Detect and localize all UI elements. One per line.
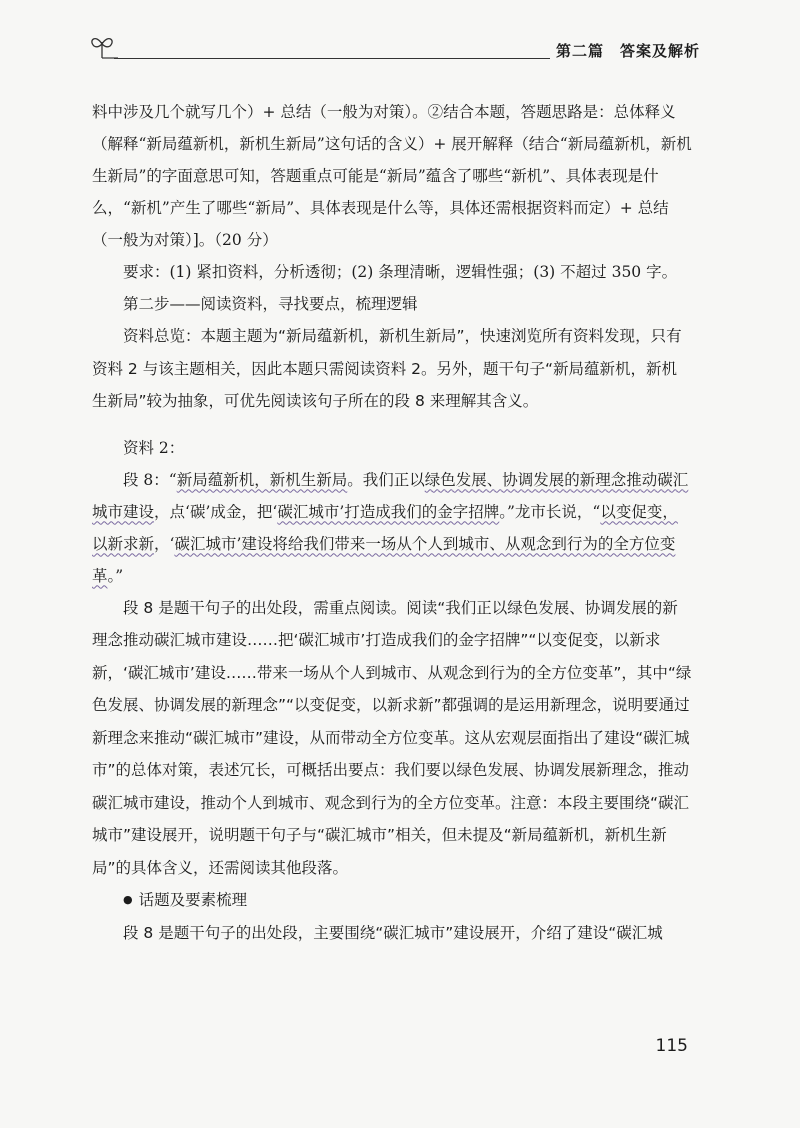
page-number: 115 (655, 1036, 688, 1056)
step-heading: 第二步——阅读资料，寻找要点，梳理逻辑 (123, 295, 418, 313)
paragraph-answer-approach: 料中涉及几个就写几个）+ 总结（一般为对策）。②结合本题，答题思路是：总体释义（解释“新局蕴新机，新机生新局”这句话的含义）+ 展开解释（结合“新局蕴新机，新机生新局”的字面意思可知，答题重点可能是“新局”蕴含了哪些“新机”、具体表现是什么，“新机”产生了哪些“新局”、具体表现是什么等，具体还需根据资料而定）+ 总结（一般为对策）]。（20 分） (92, 103, 692, 249)
paragraph-analysis: 段 8 是题干句子的出处段，需重点阅读。阅读“我们正以绿色发展、协调发展的新理念推动碳汇城市建设……把‘碳汇城市’打造成我们的金字招牌”“以变促变，以新求新，‘碳汇城市’建设……带来一场从个人到城市、从观念到行为的全方位变革”，其中“绿色发展、协调发展的新理念”“以变促变，以新求新”都强调的是运用新理念，说明要通过新理念来推动“碳汇城市”建设，从而带动全方位变革。这从宏观层面指出了建设“碳汇城市”的总体对策，表述冗长，可概括出要点：我们要以绿色发展、协调发展新理念，推动碳汇城市建设，推动个人到城市、观念到行为的全方位变革。注意：本段主要围绕“碳汇城市”建设展开，说明题干句子与“碳汇城市”相关，但未提及“新局蕴新机，新机生新局”的具体含义，还需阅读其他段落。 (92, 598, 692, 877)
underlined-quote: 新局蕴新机，新机生新局 (176, 470, 348, 489)
underlined-quote: 以变促变，以新求新 (92, 502, 678, 553)
underlined-quote: 绿色发展、协调发展的新理念推动碳汇城市建设 (92, 470, 689, 521)
sprout-icon (88, 30, 118, 66)
paragraph-topic-summary: 段 8 是题干句子的出处段，主要围绕“碳汇城市”建设展开，介绍了建设“碳汇城 (123, 923, 663, 942)
header-rule (114, 58, 550, 59)
material-label: 资料 2： (123, 438, 185, 457)
section-title: 第二篇 答案及解析 (555, 42, 700, 60)
page-header (88, 30, 700, 66)
paragraph-requirements: 要求：(1) 紧扣资料，分析透彻；(2) 条理清晰，逻辑性强；(3) 不超过 350 字。 (123, 263, 678, 281)
subheading-topic-elements: ● 话题及要素梳理 (92, 884, 692, 917)
paragraph-material-overview: 资料总览：本题主题为“新局蕴新机，新机生新局”，快速浏览所有资料发现，只有资料 2 与该主题相关，因此本题只需阅读资料 2。另外，题干句子“新局蕴新机，新机生新局”较为抽象，可优先阅读该句子所在的段 8 来理解其含义。 (92, 327, 682, 410)
page-content (92, 96, 692, 949)
underlined-quote: 碳汇城市’打造成我们的金字招牌 (277, 502, 500, 521)
underlined-quote: 碳汇城市’建设将给我们带来一场从个人到城市、从观念到行为的全方位变革 (92, 534, 676, 585)
material-paragraph-8: 段 8：“新局蕴新机，新机生新局。我们正以绿色发展、协调发展的新理念推动碳汇城市建设，点‘碳’成金，把‘碳汇城市’打造成我们的金字招牌。”龙市长说，“以变促变，以新求新，‘碳汇城市’建设将给我们带来一场从个人到城市、从观念到行为的全方位变革。” (92, 470, 689, 585)
